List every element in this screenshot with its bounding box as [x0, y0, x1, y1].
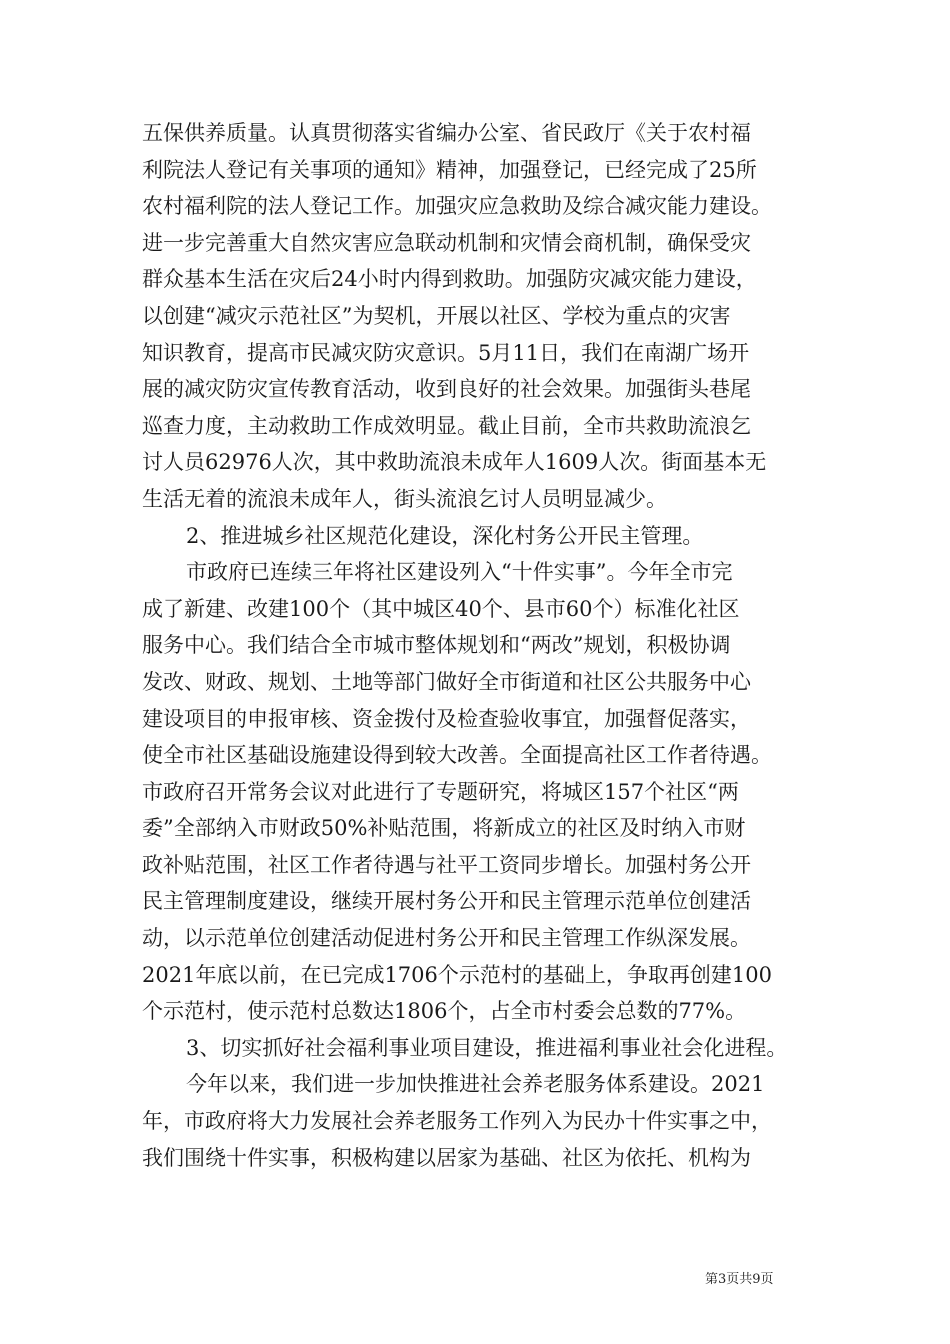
text-line: 2021年底以前，在已完成1706个示范村的基础上，争取再创建100 [142, 962, 772, 987]
text-line: 进一步完善重大自然灾害应急联动机制和灾情会商机制，确保受灾 [142, 230, 751, 255]
text-line: 以创建“减灾示范社区”为契机，开展以社区、学校为重点的灾害 [142, 303, 731, 328]
paragraph-start-line: 今年以来，我们进一步加快推进社会养老服务体系建设。2021 [186, 1072, 765, 1097]
text-line: 知识教育，提高市民减灾防灾意识。5月11日，我们在南湖广场开 [142, 340, 750, 365]
text-line: 我们围绕十件实事，积极构建以居家为基础、社区为依托、机构为 [142, 1145, 751, 1170]
body-text [142, 115, 812, 1176]
text-line: 政补贴范围，社区工作者待遇与社平工资同步增长。加强村务公开 [142, 852, 751, 877]
text-line: 使全市社区基础设施建设得到较大改善。全面提高社区工作者待遇。 [142, 743, 772, 768]
text-line: 展的减灾防灾宣传教育活动，收到良好的社会效果。加强街头巷尾 [142, 377, 751, 402]
text-line: 发改、财政、规划、土地等部门做好全市街道和社区公共服务中心 [142, 669, 751, 694]
text-line: 群众基本生活在灾后24小时内得到救助。加强防灾减灾能力建设， [142, 267, 757, 292]
text-line: 巡查力度，主动救助工作成效明显。截止目前，全市共救助流浪乞 [142, 413, 751, 438]
text-line: 建设项目的申报审核、资金拨付及检查验收事宜，加强督促落实， [142, 706, 751, 731]
text-line: 成了新建、改建100个（其中城区40个、县市60个）标准化社区 [142, 596, 740, 621]
text-line: 个示范村，使示范村总数达1806个，占全市村委会总数的77%。 [142, 999, 747, 1024]
text-line: 市政府召开常务会议对此进行了专题研究，将城区157个社区“两 [142, 779, 739, 804]
text-line: 民主管理制度建设，继续开展村务公开和民主管理示范单位创建活 [142, 889, 751, 914]
section-heading: 2、推进城乡社区规范化建设，深化村务公开民主管理。 [186, 523, 704, 548]
section-heading: 3、切实抓好社会福利事业项目建设，推进福利事业社会化进程。 [186, 1035, 788, 1060]
text-line: 利院法人登记有关事项的通知》精神，加强登记，已经完成了25所 [142, 157, 757, 182]
text-line: 农村福利院的法人登记工作。加强灾应急救助及综合减灾能力建设。 [142, 194, 772, 219]
text-line: 五保供养质量。认真贯彻落实省编办公室、省民政厅《关于农村福 [142, 121, 751, 145]
text-line: 讨人员62976人次，其中救助流浪未成年人1609人次。街面基本无 [142, 450, 767, 475]
text-line: 年，市政府将大力发展社会养老服务工作列入为民办十件实事之中， [142, 1109, 772, 1134]
text-line: 委”全部纳入市财政50%补贴范围，将新成立的社区及时纳入市财 [142, 816, 746, 841]
text-line: 动，以示范单位创建活动促进村务公开和民主管理工作纵深发展。 [142, 926, 751, 951]
text-line: 生活无着的流浪未成年人，街头流浪乞讨人员明显减少。 [142, 486, 667, 511]
text-line: 服务中心。我们结合全市城市整体规划和“两改”规划，积极协调 [142, 633, 731, 658]
page-number: 第3页共9页 [705, 1272, 774, 1287]
paragraph-start-line: 市政府已连续三年将社区建设列入“十件实事”。今年全市完 [186, 560, 733, 585]
